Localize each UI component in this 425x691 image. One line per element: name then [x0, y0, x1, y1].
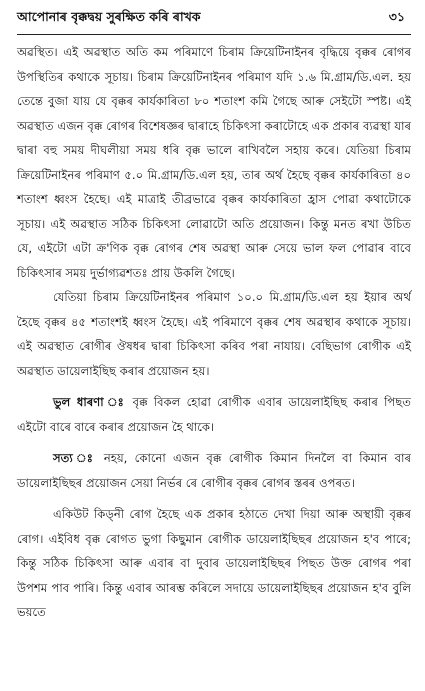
header-divider: [17, 34, 411, 35]
fact-text: নহয়, কোনো এজন বৃক্ক ৰোগীক কিমান দিনলৈ বা কিমান বাৰ ডায়েলাইছিছৰ প্ৰয়োজন সেয়া নিৰ্ভৰ ৰে ৰোগীৰ বৃক্কৰ ৰোগৰ স্তৰৰ ওপৰত।: [17, 451, 411, 490]
running-header-title: আপোনাৰ বৃক্কদ্বয় সুৰক্ষিত কৰি ৰাখক: [17, 9, 201, 24]
misconception-label: ভুল ধাৰণা ঃ: [53, 395, 127, 409]
running-header: [17, 4, 411, 34]
paragraph-end-stage: যেতিয়া চিৰাম ক্ৰিয়েটিনাইনৰ পৰিমাণ ১০.০ মি.গ্ৰাম/ডি.এল হয় ইয়াৰ অৰ্থ হৈছে বৃক্কৰ ৪৫ শতাংশই ধ্বংস হৈছে। এই পৰিমাণে বৃক্কৰ শেষ অৱস্থাৰ কথাকে সূচায়। এই অৱস্থাত ৰোগীৰ ঔষধৰ দ্বাৰা চিকিৎসা কৰিব পৰা নাযায়। বেছিভাগ ৰোগীক এই অৱস্থাত ডায়েলাইছিছ কৰাৰ প্ৰয়োজন হয়।: [17, 290, 411, 378]
paragraph-acute-kidney-disease: একিউট কিড্‌নী ৰোগ হৈছে এক প্ৰকাৰ হঠাতে দেখা দিয়া আৰু অস্থায়ী বৃক্কৰ ৰোগ। এইবিধ বৃক্ক ৰোগত ভুগা কিছুমান ৰোগীক ডায়েলাইছিছৰ প্ৰয়োজন হ'ব পাৰে; কিন্তু সঠিক চিকিৎসা আৰু এবাৰ বা দুবাৰ ডায়েলাইছিছৰ পিছত উক্ত ৰোগৰ পৰা উপশম পাব পাৰি। কিন্তু এবাৰ আৰম্ভ কৰিলে সদায়ে ডায়েলাইছিছৰ প্ৰয়োজন হ'ব বুলি ভয়তে: [17, 507, 411, 619]
fact-label: সত্য ঃ: [53, 451, 97, 465]
page-number: ৩১: [388, 9, 405, 24]
misconception-text: বৃক্ক বিকল হোৱা ৰোগীক এবাৰ ডায়েলাইছিছ কৰাৰ পিছত এইটো বাৰে বাৰে কৰাৰ প্ৰয়োজন হৈ থাকে।: [17, 395, 411, 434]
paragraph-serum-creatinine-stages: অৱস্থিত। এই অৱস্থাত অতি কম পৰিমাণে চিৰাম ক্ৰিয়েটিনাইনৰ বৃদ্ধিয়ে বৃক্কৰ ৰোগৰ উপস্থিতিৰ কথাকে সূচায়। চিৰাম ক্ৰিয়েটিনাইনৰ পৰিমাণ যদি ১.৬ মি.গ্ৰাম/ডি.এল. হয় তেন্তে বুজা যায় যে বৃক্কৰ কাৰ্যকাৰিতা ৮০ শতাংশ কমি গৈছে আৰু সেইটো স্পষ্ট। এই অৱস্থাত এজন বৃক্ক ৰোগৰ বিশেষজ্ঞৰ দ্বাৰাহে চিকিৎসা কৰাটোহে এক প্ৰকাৰ ব্যৱস্থা যাৰ দ্বাৰা বহু সময় দীঘলীয়া সময় ধৰি বৃক্ক ভালে ৰাখিবলৈ সহায় কৰে। যেতিয়া চিৰাম ক্ৰিয়েটিনাইনৰ পৰিমাণ ৫.০ মি.গ্ৰাম/ডি.এল হয়, তাৰ অৰ্থ হৈছে বৃক্কৰ কাৰ্যকাৰিতা ৪০ শতাংশ ধ্বংস হৈছে। এই মাত্ৰাই তীব্ৰভাৱে বৃক্কৰ কাৰ্যকাৰিতা হ্ৰাস পোৱা কথাটোকে সূচায়। এই অৱস্থাত সঠিক চিকিৎসা লোৱাটো অতি প্ৰয়োজন। কিন্তু মনত ৰখা উচিত যে, এইটো এটা ক্ৰ'ণিক বৃক্ক ৰোগৰ শেষ অৱস্থা আৰু সেয়ে ভাল ফল পোৱাৰ বাবে চিকিৎসাৰ সময় দুৰ্ভাগ্যৱশতঃ প্ৰায় উকলি গৈছে।: [17, 45, 411, 280]
paragraph-fact: [17, 446, 411, 495]
paragraph-misconception: [17, 390, 411, 439]
